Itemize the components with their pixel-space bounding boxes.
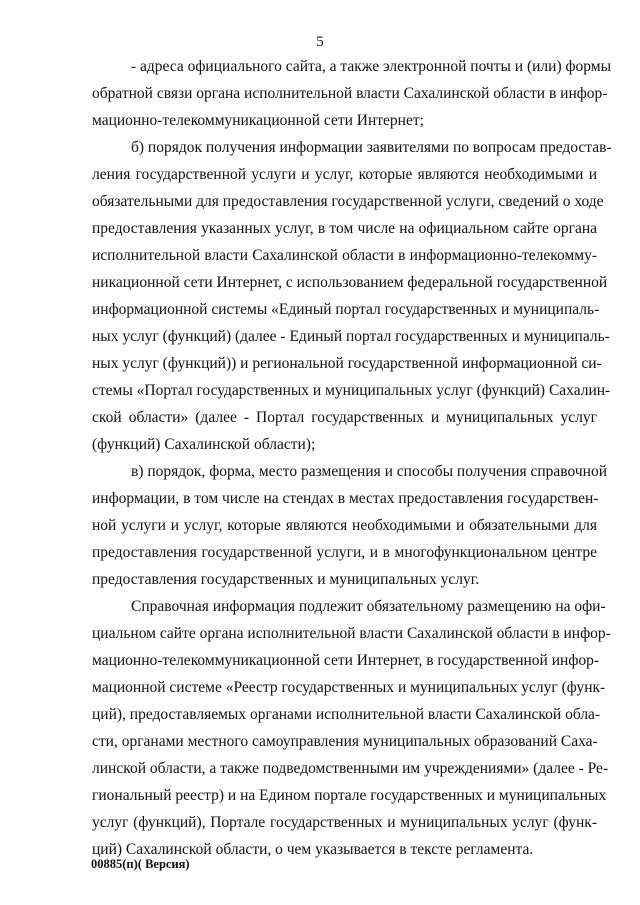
text-line: мационно-телекоммуникационной сети Интернет, в государственной инфор- — [92, 652, 600, 669]
text-line: информации, в том числе на стендах в местах предоставления государствен- — [92, 490, 599, 507]
text-line: ных услуг (функций) (далее - Единый портал государственных и муниципаль- — [92, 328, 610, 345]
text-line: ных услуг (функций)) и региональной государственной информационной си- — [92, 355, 602, 372]
text-line: ций), предоставляемых органами исполнительной власти Сахалинской обла- — [92, 706, 601, 723]
text-line: ской области» (далее - Портал государственных и муниципальных услуг — [92, 409, 597, 426]
text-line: никационной сети Интернет, с использованием федеральной государственной — [92, 274, 608, 291]
text-line: исполнительной власти Сахалинской области в информационно-телекомму- — [92, 247, 597, 264]
page-number: 5 — [316, 34, 324, 50]
text-line: - адреса официального сайта, а также электронной почты и (или) формы — [131, 58, 612, 75]
text-line: мационно-телекоммуникационной сети Интернет; — [92, 112, 424, 129]
text-line: Справочная информация подлежит обязательному размещению на офи- — [131, 598, 606, 615]
text-line: (функций) Сахалинской области); — [92, 436, 316, 453]
text-line: циальном сайте органа исполнительной власти Сахалинской области в инфор- — [92, 625, 611, 642]
text-line: сти, органами местного самоуправления муниципальных образований Саха- — [92, 733, 598, 750]
text-line: предоставления указанных услуг, в том числе на официальном сайте органа — [92, 220, 597, 237]
text-line: мационной системе «Реестр государственных и муниципальных услуг (функ- — [92, 679, 606, 696]
text-line: стемы «Портал государственных и муниципальных услуг (функций) Сахалин- — [92, 382, 611, 399]
text-line: в) порядок, форма, место размещения и способы получения справочной — [131, 463, 607, 480]
text-line: гиональный реестр) и на Едином портале государственных и муниципальных — [92, 787, 607, 804]
text-line: ной услуги и услуг, которые являются необходимыми и обязательными для — [92, 517, 597, 534]
text-line: линской области, а также подведомственными им учреждениями» (далее - Ре- — [92, 760, 609, 777]
text-line: б) порядок получения информации заявителями по вопросам предостав- — [131, 139, 612, 156]
text-line: информационной системы «Единый портал государственных и муниципаль- — [92, 301, 600, 318]
text-line: предоставления государственной услуги, и в многофункциональном центре — [92, 544, 597, 561]
text-line: обязательными для предоставления государственной услуги, сведений о ходе — [92, 193, 604, 210]
text-line: ций) Сахалинской области, о чем указывается в тексте регламента. — [92, 841, 534, 858]
text-line: ления государственной услуги и услуг, которые являются необходимыми и — [92, 166, 597, 183]
document-code: 00885(п)( Версия) — [91, 857, 190, 871]
text-line: обратной связи органа исполнительной власти Сахалинской области в инфор- — [92, 85, 608, 102]
text-line: услуг (функций), Портале государственных и муниципальных услуг (функ- — [92, 814, 597, 831]
text-line: предоставления государственных и муниципальных услуг. — [92, 571, 480, 588]
